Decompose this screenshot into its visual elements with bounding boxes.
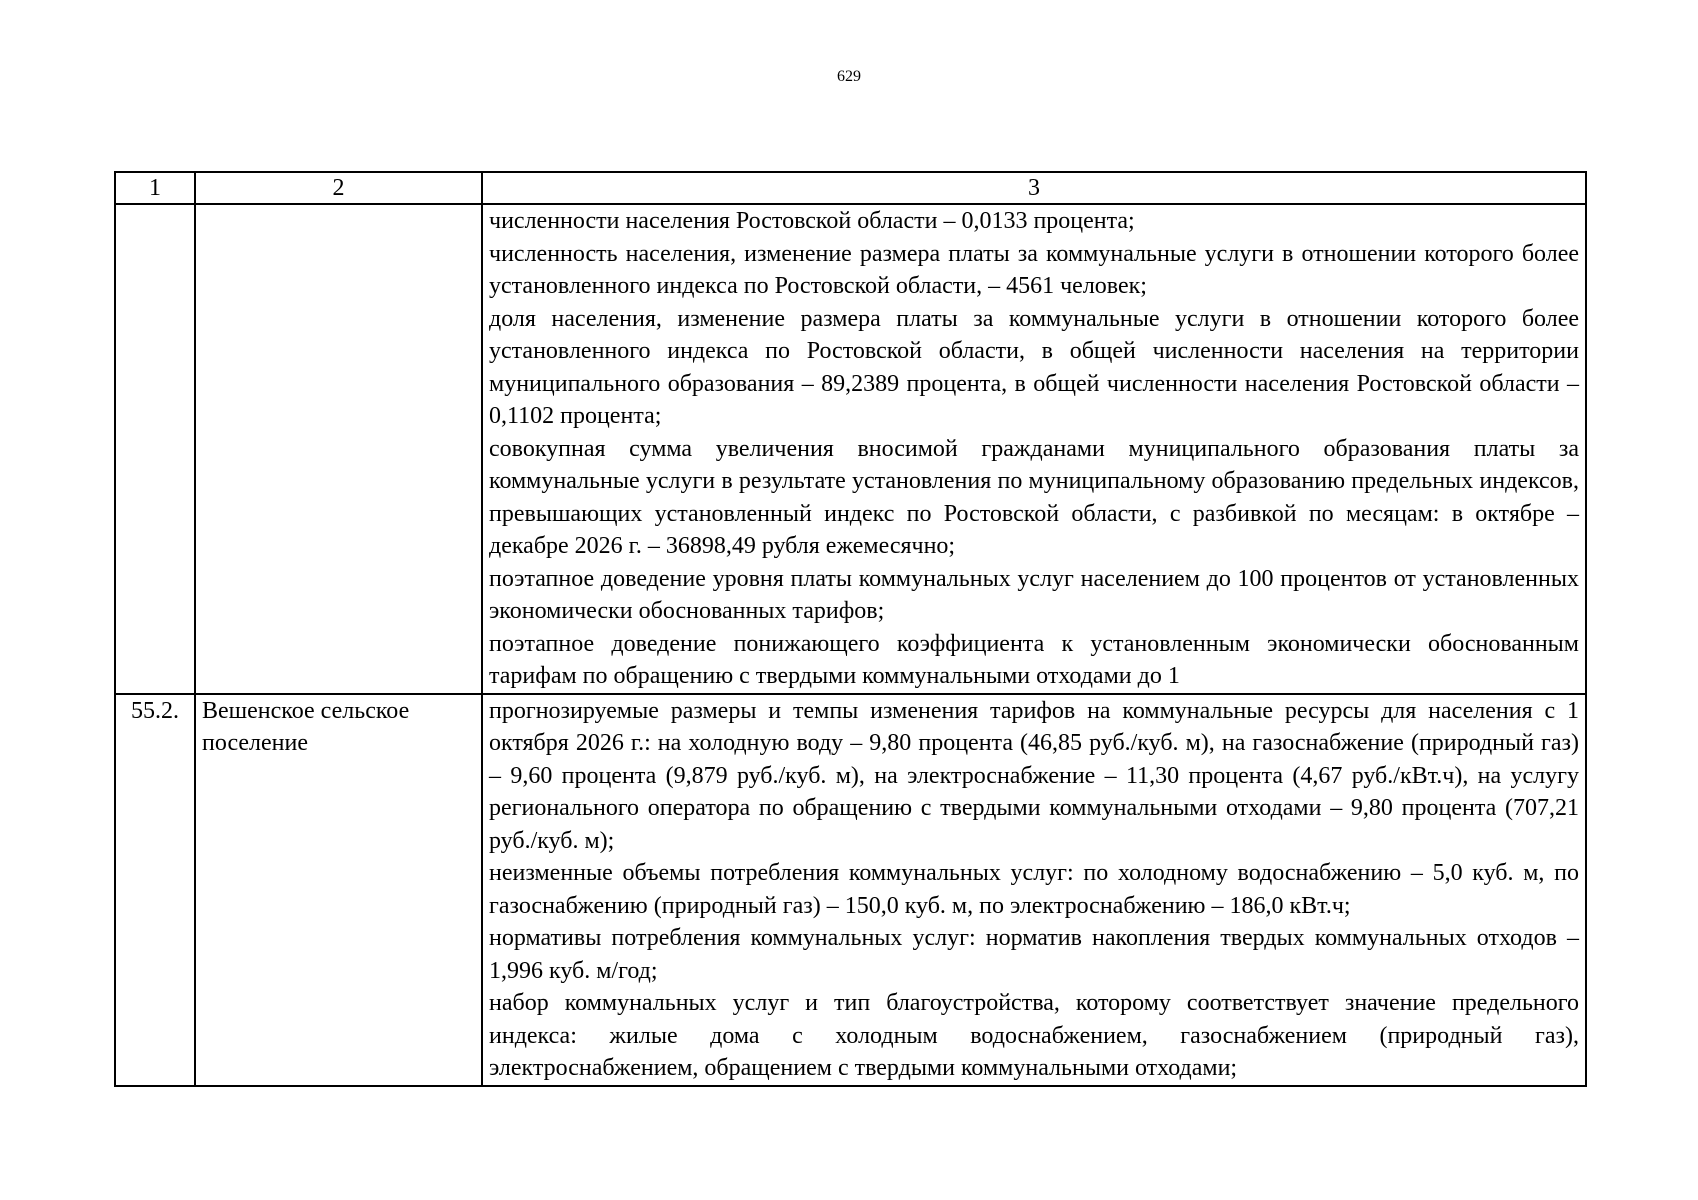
table-header-row (115, 172, 1586, 204)
column-header-3: 3 (482, 172, 1586, 204)
paragraph: неизменные объемы потребления коммунальных услуг: по холодному водоснабжению – 5,0 куб. м, по газоснабжению (природный газ) – 150,0 куб. м, по электроснабжению – 186,0 кВт.ч; (489, 860, 1579, 919)
row-number (115, 204, 195, 694)
paragraph: численность населения, изменение размера платы за коммунальные услуги в отношении которого более установленного индекса по Ростовской области, – 4561 человек; (489, 240, 1579, 299)
paragraph: набор коммунальных услуг и тип благоустройства, которому соответствует значение предельного индекса: жилые дома с холодным водоснабжением, газоснабжением (природный газ), электроснабжением, обращением с твердыми коммунальными отходами; (489, 990, 1579, 1081)
table-row (115, 694, 1586, 1086)
paragraph: численности населения Ростовской области – 0,0133 процента; (489, 208, 1135, 234)
paragraph: совокупная сумма увеличения вносимой гражданами муниципального образования платы за коммунальные услуги в результате установления по муниципальному образованию предельных индексов, превышающих установленный индекс по Ростовской области, с разбивкой по месяцам: в октябре – декабре 2026 г. – 36898,49 рубля ежемесячно; (489, 435, 1579, 559)
paragraph: нормативы потребления коммунальных услуг: норматив накопления твердых коммунальных отходов – 1,996 куб. м/год; (489, 925, 1579, 984)
row-content (482, 694, 1586, 1086)
column-header-1: 1 (115, 172, 195, 204)
paragraph: доля населения, изменение размера платы за коммунальные услуги в отношении которого более установленного индекса по Ростовской области, в общей численности населения на территории муниципального образования – 89,2389 процента, в общей численности населения Ростовской области – 0,1102 процента; (489, 305, 1579, 429)
paragraph: поэтапное доведение понижающего коэффициента к установленным экономически обоснованным тарифам по обращению с твердыми коммунальными отходами до 1 (489, 630, 1579, 689)
paragraph: поэтапное доведение уровня платы коммунальных услуг населением до 100 процентов от установленных экономически обоснованных тарифов; (489, 565, 1579, 624)
row-content (482, 204, 1586, 694)
table-row (115, 204, 1586, 694)
column-header-2: 2 (195, 172, 482, 204)
row-name: Вешенское сельское поселение (195, 694, 482, 1086)
document-table (114, 171, 1587, 1087)
row-number: 55.2. (115, 694, 195, 1086)
page-number: 629 (837, 68, 861, 85)
paragraph: прогнозируемые размеры и темпы изменения тарифов на коммунальные ресурсы для населения с 1 октября 2026 г.: на холодную воду – 9,80 процента (46,85 руб./куб. м), на газоснабжение (природный газ) – 9,60 процента (9,879 руб./куб. м), на электроснабжение – 11,30 процента (4,67 руб./кВт.ч), на услугу регионального оператора по обращению с твердыми коммунальными отходами – 9,80 процента (707,21 руб./куб. м); (489, 697, 1579, 854)
row-name (195, 204, 482, 694)
